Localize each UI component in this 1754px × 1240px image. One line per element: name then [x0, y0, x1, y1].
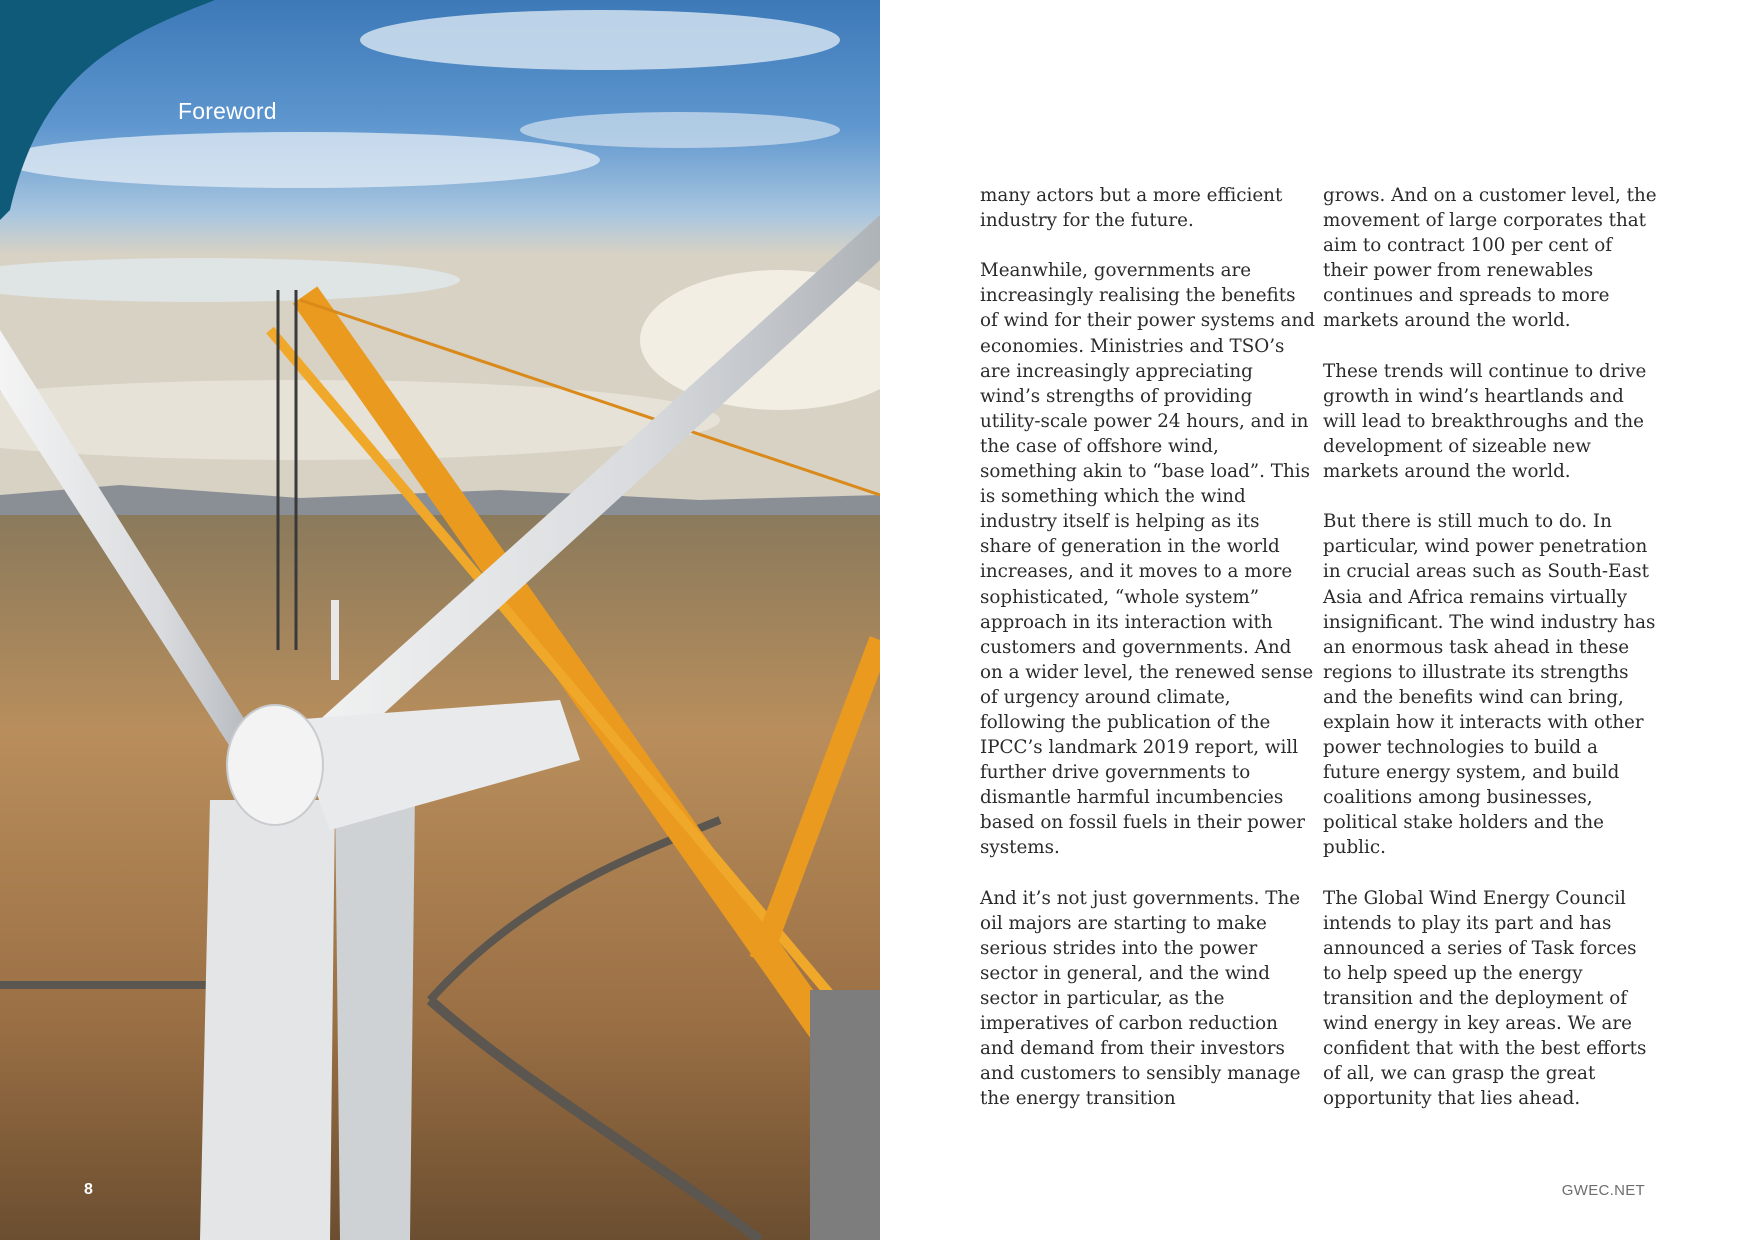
paragraph: many actors but a more efficient industry for the future. [980, 185, 1283, 232]
body-column-left [980, 183, 1316, 1137]
body-column-right [1323, 183, 1659, 1137]
paragraph: The Global Wind Energy Council intends to play its part and has announced a series of Task forces to help speed up the energy transition and the deployment of wind energy in key areas. We are confident that with the best efforts of all, we can grasp the great opportunity that lies ahead. [1323, 887, 1647, 1110]
paragraph: grows. And on a customer level, the movement of large corporates that aim to contract 100 per cent of their power from renewables continues and spreads to more markets around the world. [1323, 185, 1657, 332]
section-label: Foreword [178, 98, 277, 124]
paragraph: Meanwhile, governments are increasingly realising the benefits of wind for their power systems and economies. Ministries and TSO’s are increasingly appreciating wind’s strengths of providing utility-scale power 24 hours, and in the case of offshore wind, something akin to “base load”. This is something which the wind industry itself is helping as its share of generation in the world increases, and it moves to a more sophisticated, “whole system” approach in its interaction with customers and governments. And on a wider level, the renewed sense of urgency around climate, following the publication of the IPCC’s landmark 2019 report, will further drive governments to dismantle harmful incumbencies based on fossil fuels in their power systems. [980, 260, 1315, 859]
site-url: GWEC.NET [1561, 1182, 1645, 1199]
paragraph: These trends will continue to drive growth in wind’s heartlands and will lead to breakthroughs and the development of sizeable new markets around the world. [1323, 360, 1647, 483]
paragraph: But there is still much to do. In particular, wind power penetration in crucial areas such as South-East Asia and Africa remains virtually insignificant. The wind industry has an enormous task ahead in these regions to illustrate its strengths and the benefits wind can bring, explain how it interacts with other power technologies to build a future energy system, and build coalitions among businesses, political stake holders and the public. [1323, 511, 1656, 859]
page-number: 8 [84, 1181, 93, 1198]
paragraph: And it’s not just governments. The oil majors are starting to make serious strides into the power sector in general, and the wind sector in particular, as the imperatives of carbon reduction and demand from their investors and customers to sensibly manage the energy transition [980, 887, 1301, 1110]
